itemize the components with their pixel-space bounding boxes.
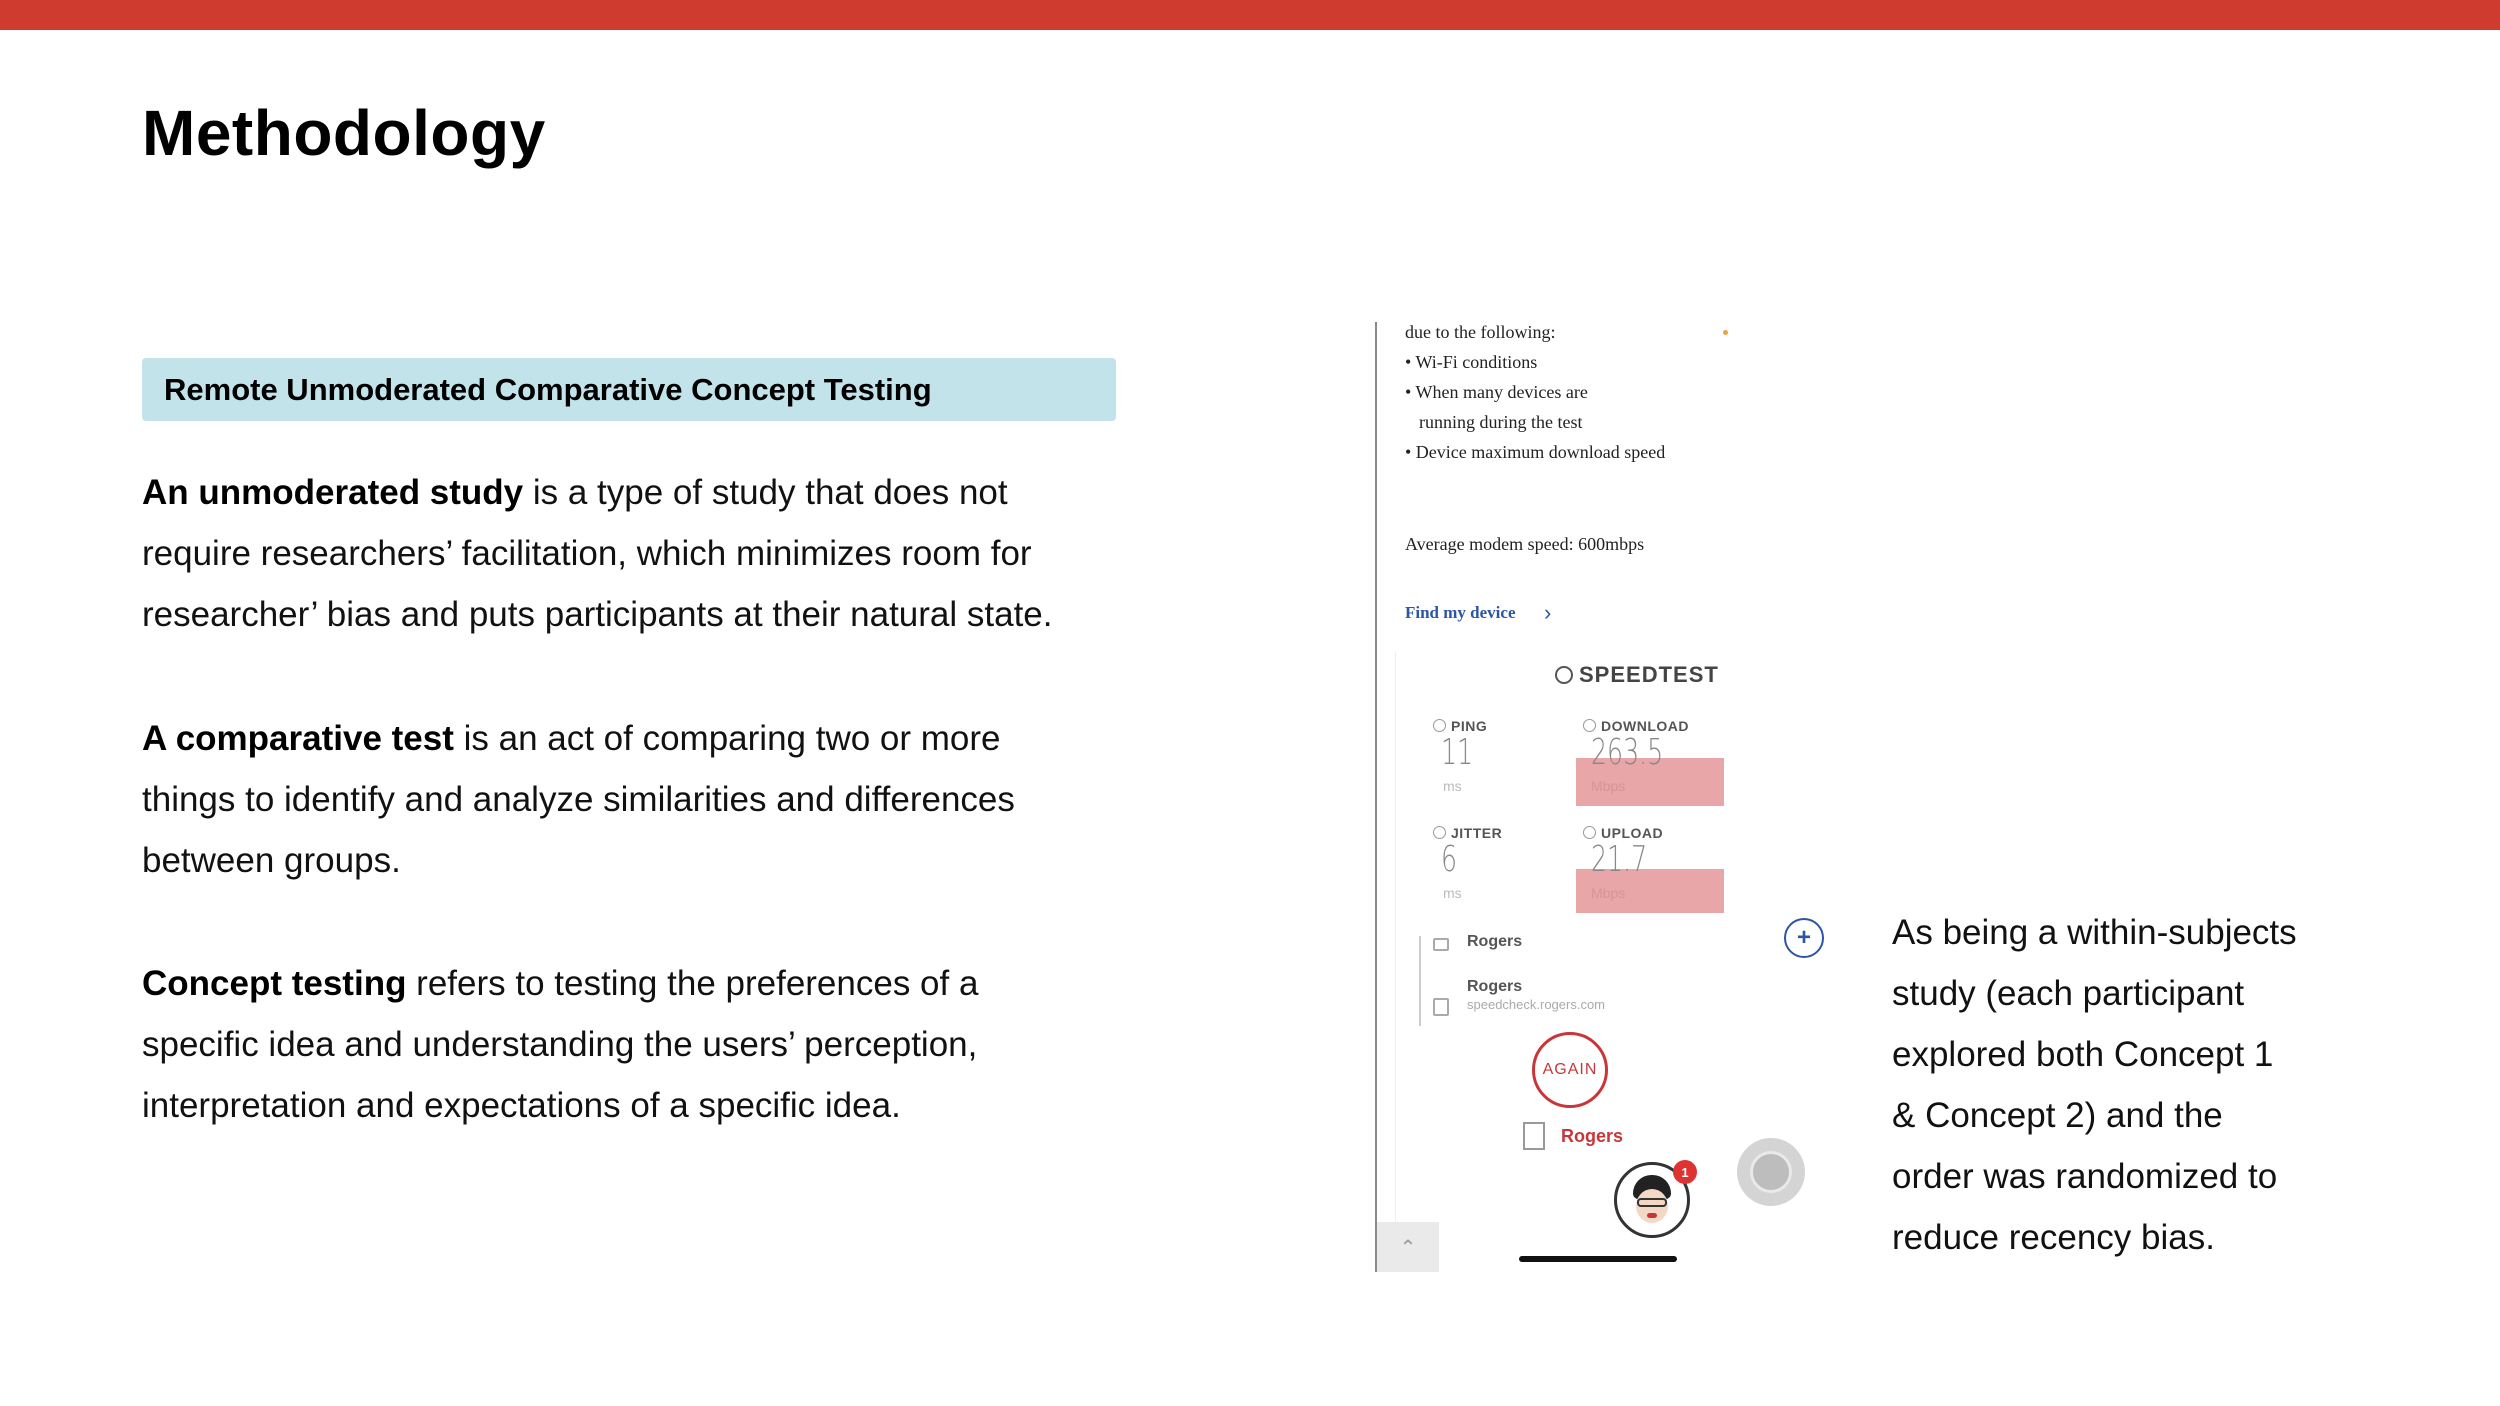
isp-name: Rogers: [1467, 933, 1523, 950]
note-line: reduce recency bias.: [1892, 1218, 2215, 1257]
laptop-icon: [1433, 938, 1449, 951]
jitter-unit: ms: [1443, 885, 1462, 901]
intro-line: • Wi-Fi conditions: [1405, 352, 1538, 372]
paragraph-line: researcher’ bias and puts participants at their natural state.: [142, 595, 1053, 634]
paragraph-concept: [142, 953, 1122, 1136]
intro-line: due to the following:: [1405, 322, 1556, 342]
paragraph-line: require researchers’ facilitation, which minimizes room for: [142, 534, 1032, 573]
intro-line: running during the test: [1419, 412, 1583, 432]
upload-value: 21.7: [1591, 839, 1648, 880]
paragraph-line: refers to testing the preferences of a: [406, 964, 979, 1003]
top-accent-bar: [0, 0, 2500, 30]
download-icon: [1583, 719, 1596, 732]
home-indicator: [1519, 1256, 1677, 1262]
server-icon: [1433, 998, 1449, 1016]
intro-line: • When many devices are: [1405, 382, 1588, 402]
notification-badge: 1: [1673, 1160, 1697, 1184]
isp-divider: [1419, 936, 1421, 1026]
avatar-lips: [1647, 1213, 1657, 1218]
paragraph-comparative: [142, 708, 1122, 891]
ping-label-text: PING: [1451, 718, 1488, 734]
method-tag-label: Remote Unmoderated Comparative Concept Testing: [164, 371, 932, 407]
scroll-up-button[interactable]: ⌃: [1377, 1222, 1439, 1272]
jitter-label-text: JITTER: [1451, 825, 1503, 841]
again-button[interactable]: [1532, 1032, 1608, 1108]
gauge-icon: [1555, 666, 1573, 684]
note-line: & Concept 2) and the: [1892, 1096, 2223, 1135]
download-label-text: DOWNLOAD: [1601, 718, 1689, 734]
download-value: 263.5: [1591, 732, 1664, 773]
paragraph-line: is a type of study that does not: [523, 473, 1008, 512]
note-line: order was randomized to: [1892, 1157, 2278, 1196]
term-comparative: A comparative test: [142, 719, 454, 758]
paragraph-unmoderated: [142, 462, 1122, 645]
avatar-glasses: [1637, 1198, 1667, 1207]
term-unmoderated: An unmoderated study: [142, 473, 524, 512]
download-unit: Mbps: [1591, 778, 1626, 794]
server-name: Rogers: [1467, 978, 1523, 995]
term-concept: Concept testing: [142, 964, 407, 1003]
find-device-link[interactable]: Find my device: [1405, 603, 1516, 622]
method-tag: [142, 358, 1116, 421]
ping-unit: ms: [1443, 778, 1462, 794]
jitter-value: 6: [1441, 839, 1458, 880]
document-icon: [1523, 1122, 1545, 1150]
decorative-dot: [1723, 330, 1728, 335]
within-subjects-note: [1892, 902, 2342, 1268]
paragraph-line: specific idea and understanding the users’ perception,: [142, 1025, 978, 1064]
again-label: AGAIN: [1542, 1061, 1598, 1078]
paragraph-line: things to identify and analyze similarities and differences: [142, 780, 1015, 819]
upload-unit: Mbps: [1591, 885, 1626, 901]
assistive-touch-icon: [1750, 1151, 1792, 1193]
paragraph-line: is an act of comparing two or more: [453, 719, 1001, 758]
ping-icon: [1433, 719, 1446, 732]
paragraph-line: between groups.: [142, 841, 401, 880]
server-url: speedcheck.rogers.com: [1467, 997, 1606, 1012]
speedtest-logo-text: SPEEDTEST: [1579, 662, 1719, 687]
chevron-right-icon[interactable]: ›: [1544, 600, 1552, 625]
plus-icon[interactable]: +: [1784, 918, 1824, 958]
avg-speed-text: Average modem speed: 600mbps: [1405, 534, 1645, 554]
assistive-touch-button[interactable]: [1737, 1138, 1805, 1206]
note-line: As being a within-subjects: [1892, 913, 2297, 952]
paragraph-line: interpretation and expectations of a specific idea.: [142, 1086, 901, 1125]
provider-label: Rogers: [1561, 1126, 1624, 1146]
jitter-icon: [1433, 826, 1446, 839]
ping-value: 11: [1441, 732, 1474, 773]
speedtest-logo: [1555, 662, 1719, 688]
upload-label-text: UPLOAD: [1601, 825, 1664, 841]
speedtest-screenshot: [1375, 322, 1817, 1272]
intro-line: • Device maximum download speed: [1405, 442, 1666, 462]
note-line: explored both Concept 1: [1892, 1035, 2274, 1074]
upload-icon: [1583, 826, 1596, 839]
page-title: Methodology: [142, 97, 546, 169]
note-line: study (each participant: [1892, 974, 2245, 1013]
